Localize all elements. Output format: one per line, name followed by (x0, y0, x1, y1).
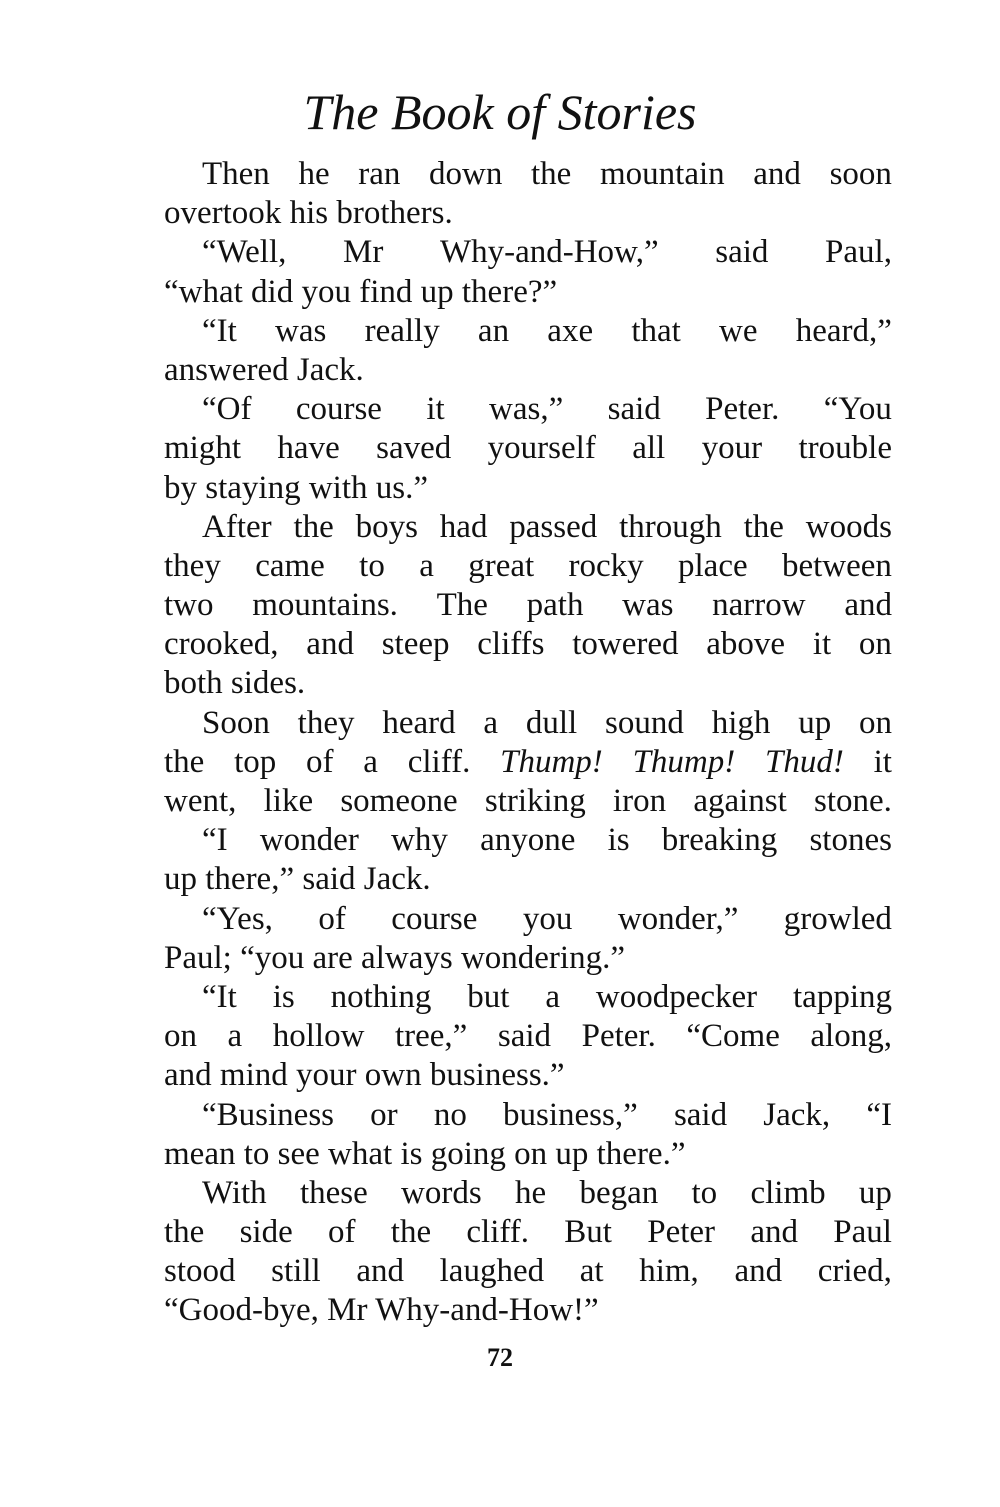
word: you (522, 900, 573, 937)
word: it (426, 391, 445, 428)
text-line (164, 155, 892, 194)
word: Jack. (363, 861, 431, 898)
word: woods (805, 508, 892, 545)
word: up (164, 861, 197, 898)
text-line (164, 1174, 892, 1213)
word: Mr (343, 234, 384, 271)
text-line (164, 1056, 892, 1095)
word: the (164, 1214, 205, 1251)
word: narrow (712, 587, 806, 624)
word: answered (164, 351, 289, 388)
word: cried, (817, 1253, 892, 1290)
word: what (328, 1135, 393, 1172)
text-line (164, 939, 892, 978)
word: Why-and-How!” (375, 1292, 599, 1329)
word: “Of (202, 391, 252, 428)
text-line (164, 312, 892, 351)
word: growled (783, 900, 892, 937)
word: said (673, 1096, 728, 1133)
text-line (164, 586, 892, 625)
word: it (873, 743, 892, 780)
word: began (579, 1174, 659, 1211)
text-line (164, 978, 892, 1017)
word: there,” (205, 861, 295, 898)
text-line (164, 860, 892, 899)
word: “It (202, 978, 237, 1015)
word: the (293, 508, 334, 545)
word: or (370, 1096, 398, 1133)
word: yourself (487, 430, 596, 467)
word: Jack. (296, 351, 364, 388)
word: top (234, 743, 277, 780)
word: wonder (259, 822, 359, 859)
word: cliff. (407, 743, 471, 780)
word: crooked, (164, 626, 279, 663)
word: breaking (661, 822, 778, 859)
word: to (243, 1135, 270, 1172)
word: had (439, 508, 488, 545)
word: “Well, (202, 234, 287, 271)
word: us.” (375, 469, 428, 506)
word: and (306, 626, 354, 663)
word: was,” (489, 391, 564, 428)
text-line (164, 233, 892, 272)
word: there.” (596, 1135, 686, 1172)
word: cliff. (466, 1214, 530, 1251)
text-line (164, 1291, 892, 1330)
word: and (753, 156, 801, 192)
word: “Come (686, 1018, 780, 1055)
word: see (277, 1135, 320, 1172)
word: that (631, 312, 681, 349)
word: along, (810, 1018, 892, 1055)
word: by (164, 469, 197, 506)
word: is (400, 1135, 423, 1172)
word: mind (219, 1057, 288, 1094)
text-line (164, 1135, 892, 1174)
word: he (298, 156, 330, 192)
word: The (436, 587, 488, 624)
word: business.” (429, 1057, 565, 1094)
word: wondering.” (460, 939, 625, 976)
word: a (483, 704, 499, 741)
word: a (363, 743, 378, 780)
word: he (515, 1174, 547, 1211)
word: but (467, 978, 510, 1015)
word: to (691, 1174, 718, 1211)
word: a (545, 978, 560, 1015)
word: tree,” (394, 1018, 468, 1055)
text-line (164, 1096, 892, 1135)
word: of (318, 900, 346, 937)
word: passed (509, 508, 598, 545)
word: mountains. (252, 587, 398, 624)
word: down (429, 156, 503, 192)
word: Mr (327, 1292, 368, 1329)
text-line (164, 273, 892, 312)
word: always (361, 939, 453, 976)
word: saved (376, 430, 452, 467)
word: laughed (439, 1253, 545, 1290)
word: was (275, 312, 327, 349)
word: high (711, 704, 771, 741)
word: Peter (647, 1214, 716, 1251)
italic-word: Thud! (765, 743, 844, 780)
word: hollow (272, 1018, 365, 1055)
word: and (844, 587, 892, 624)
word: path (526, 587, 584, 624)
word: still (271, 1253, 321, 1290)
word: sides. (230, 665, 306, 702)
word: overtook (164, 195, 282, 232)
word: up (420, 273, 454, 310)
italic-word: Thump! (500, 743, 603, 780)
word: towered (572, 626, 679, 663)
word: “Good-bye, (164, 1292, 319, 1329)
word: Peter. (705, 391, 780, 428)
page-number: 72 (487, 1343, 513, 1372)
word: on (859, 704, 892, 741)
word: why (391, 822, 448, 859)
word: staying (205, 469, 301, 506)
word: are (312, 939, 353, 976)
word: mountain (599, 156, 725, 192)
word: With (202, 1174, 267, 1211)
word: said (497, 1018, 552, 1055)
word: nothing (330, 978, 432, 1015)
word: mean (164, 1135, 236, 1172)
word: “I (866, 1096, 892, 1133)
text-line (164, 469, 892, 508)
word: a (419, 547, 434, 584)
word: own (364, 1057, 422, 1094)
word: to (359, 547, 385, 584)
word: soon (829, 156, 892, 192)
word: axe (547, 312, 594, 349)
word: might (164, 430, 242, 467)
word: there?” (461, 273, 558, 310)
word: rocky (568, 547, 644, 584)
text-line (164, 1252, 892, 1291)
word: Jack, (763, 1096, 831, 1133)
word: “Yes, (202, 900, 273, 937)
word: After (202, 508, 272, 545)
word: between (781, 547, 892, 584)
word: wonder,” (617, 900, 739, 937)
word: words (401, 1174, 482, 1211)
word: “you (240, 939, 305, 976)
word: your (701, 430, 763, 467)
word: course (391, 900, 478, 937)
word: on (164, 1018, 197, 1055)
word: it (812, 626, 832, 663)
word: an (477, 312, 510, 349)
text-line (164, 625, 892, 664)
word: Why-and-How,” (439, 234, 659, 271)
word: “what (164, 273, 243, 310)
word: ran (358, 156, 401, 192)
text-line (164, 1213, 892, 1252)
word: going (430, 1135, 506, 1172)
word: dull (525, 704, 578, 741)
word: at (579, 1253, 604, 1290)
word: really (364, 312, 440, 349)
word: “It (202, 312, 237, 349)
word: and (734, 1253, 783, 1290)
word: climb (750, 1174, 826, 1211)
word: up (555, 1135, 589, 1172)
word: said (607, 391, 661, 428)
word: place (678, 547, 748, 584)
word: “Business (202, 1096, 334, 1133)
text-line (164, 743, 892, 782)
word: and (356, 1253, 404, 1290)
word: the (164, 743, 205, 780)
word: someone (340, 783, 458, 819)
word: stones (809, 822, 892, 859)
word: went, (164, 783, 237, 819)
word: is (607, 822, 630, 859)
word: iron (612, 783, 667, 819)
word: have (277, 430, 340, 467)
word: above (706, 626, 786, 663)
word: But (564, 1214, 612, 1251)
word: heard (382, 704, 456, 741)
word: Soon (202, 704, 270, 741)
word: trouble (798, 430, 892, 467)
word: striking (484, 783, 586, 819)
word: anyone (480, 822, 576, 859)
word: “You (823, 391, 892, 428)
text-line (164, 390, 892, 429)
word: sound (605, 704, 684, 741)
text-line (164, 351, 892, 390)
text-line (164, 664, 892, 703)
word: said (302, 861, 356, 898)
word: with (308, 469, 368, 506)
word: you (301, 273, 351, 310)
word: him, (639, 1253, 699, 1290)
word: cliffs (477, 626, 545, 663)
word: of (306, 743, 334, 780)
text-line (164, 1017, 892, 1056)
word: through (619, 508, 722, 545)
word: course (295, 391, 382, 428)
word: great (468, 547, 535, 584)
word: stood (164, 1253, 236, 1290)
word: side (239, 1214, 293, 1251)
word: business,” (503, 1096, 638, 1133)
text-line (164, 429, 892, 468)
body-text (164, 155, 892, 1331)
word: the (531, 156, 572, 192)
word: did (251, 273, 294, 310)
word: on (514, 1135, 548, 1172)
word: woodpecker (595, 978, 758, 1015)
word: is (272, 978, 295, 1015)
word: a (227, 1018, 243, 1055)
word: up (858, 1174, 892, 1211)
word: and (164, 1057, 212, 1094)
word: Paul, (825, 234, 892, 271)
text-line (164, 704, 892, 743)
running-head: The Book of Stories (303, 84, 697, 140)
word: tapping (793, 978, 892, 1015)
word: your (296, 1057, 357, 1094)
word: boys (355, 508, 418, 545)
word: Peter. (581, 1018, 656, 1055)
word: stone. (814, 783, 892, 819)
word: Paul; (164, 939, 232, 976)
word: the (390, 1214, 432, 1251)
word: they (164, 547, 221, 584)
text-line (164, 782, 892, 821)
word: on (858, 626, 892, 663)
text-line (164, 547, 892, 586)
word: both (164, 665, 223, 702)
italic-word: Thump! (632, 743, 736, 780)
word: his (289, 195, 329, 232)
word: heard,” (795, 312, 892, 349)
word: find (359, 273, 413, 310)
word: against (693, 783, 787, 819)
word: up (798, 704, 832, 741)
word: like (263, 783, 314, 819)
word: no (433, 1096, 467, 1133)
word: we (719, 312, 758, 349)
word: these (299, 1174, 368, 1211)
word: the (743, 508, 784, 545)
word: two (164, 587, 214, 624)
text-line (164, 821, 892, 860)
word: came (255, 547, 325, 584)
word: they (297, 704, 355, 741)
word: “I (202, 822, 228, 859)
word: Paul (833, 1214, 892, 1251)
text-line (164, 900, 892, 939)
word: Then (202, 156, 270, 192)
word: was (622, 587, 674, 624)
text-line (164, 194, 892, 233)
word: of (328, 1214, 356, 1251)
word: steep (381, 626, 450, 663)
word: said (715, 234, 769, 271)
word: and (750, 1214, 798, 1251)
word: brothers. (336, 195, 453, 232)
word: all (632, 430, 666, 467)
text-line (164, 508, 892, 547)
